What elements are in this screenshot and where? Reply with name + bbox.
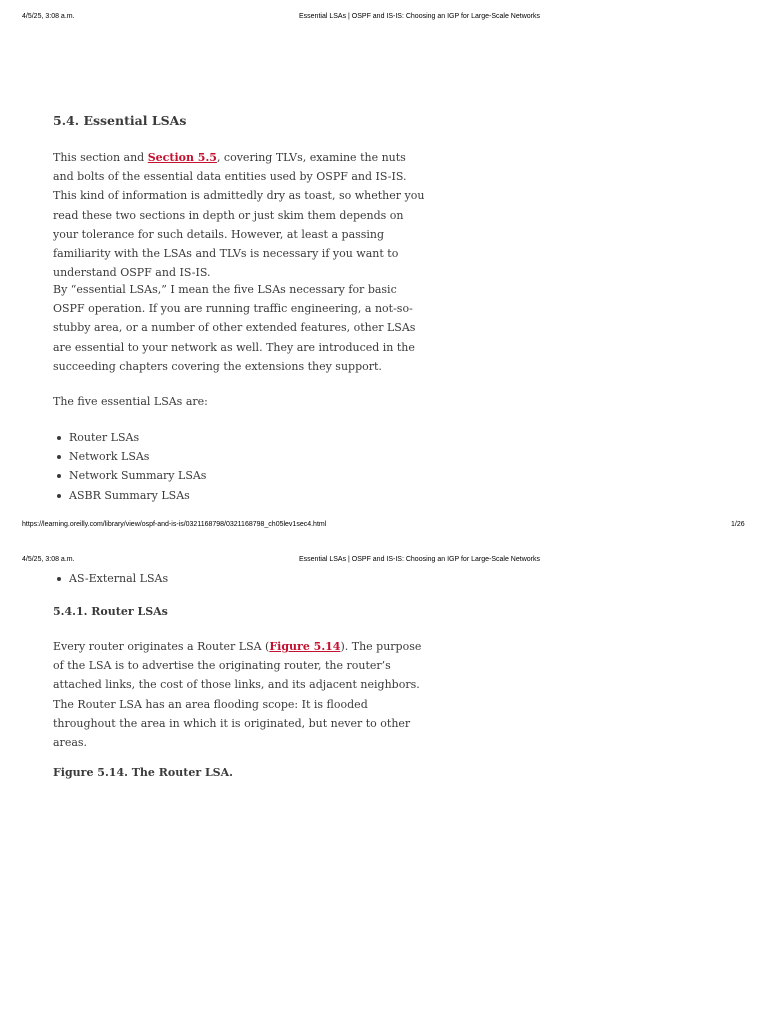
section-paragraph-2 <box>53 280 429 376</box>
print-footer-url: https://learning.oreilly.com/library/view/ospf-and-is-is/0321168798/0321168798_ch05lev1sec4.html <box>22 521 327 528</box>
list-item-label: Router LSAs <box>69 431 140 444</box>
section-paragraph-3 <box>53 392 433 411</box>
print-header-title: Essential LSAs | OSPF and IS-IS: Choosing an IGP for Large-Scale Networks <box>299 13 540 20</box>
print-header-date: 4/5/25, 3:08 a.m. <box>22 556 75 563</box>
bullet-icon <box>57 455 61 459</box>
list-item-label: Network LSAs <box>69 450 150 464</box>
figure-title: Figure 5.14. The Router LSA. <box>53 766 233 779</box>
paragraph-text: This section and <box>53 151 148 164</box>
section-paragraph-1 <box>53 148 429 282</box>
paragraph-text: , covering TLVs, examine the nuts and bolts of the essential data entities used by OSPF and IS-IS. This kind of information is admittedly dry as toast, so whether you read these two sections in depth or just skim them depends on your tolerance for such details. However, at least a passing familiarity with the LSAs and TLVs is necessary if you want to understand OSPF and IS-IS. <box>53 151 425 280</box>
subsection-heading: 5.4.1. Router LSAs <box>53 605 168 618</box>
bullet-icon <box>57 577 61 581</box>
print-page-2 <box>0 543 768 1024</box>
list-item <box>53 447 206 466</box>
figure-5-14-link[interactable]: Figure 5.14 <box>269 640 341 653</box>
print-footer-page-number: 1/26 <box>731 521 745 528</box>
paragraph-text: ). The purpose of the LSA is to advertise the originating router, the router’s attached links, the cost of those links, and its adjacent neighbors. The Router LSA has an area flooding scope: It is flooded throughout the area in which it is originated, but never to other areas. <box>53 640 422 750</box>
lsa-list <box>53 428 206 505</box>
bullet-icon <box>57 474 61 478</box>
bullet-icon <box>57 436 61 440</box>
section-5-5-link[interactable]: Section 5.5 <box>147 151 217 164</box>
paragraph-text: The five essential LSAs are: <box>53 395 208 408</box>
paragraph-text: Every router originates a Router LSA ( <box>53 640 270 653</box>
list-item <box>53 569 168 588</box>
list-item <box>53 466 206 485</box>
list-item-label: Network Summary LSAs <box>69 469 207 483</box>
bullet-icon <box>57 494 61 498</box>
list-item <box>53 428 206 447</box>
list-item-label: AS-External LSAs <box>69 572 169 585</box>
section-heading: 5.4. Essential LSAs <box>53 113 187 128</box>
paragraph-text: By “essential LSAs,” I mean the five LSAs necessary for basic OSPF operation. If you are running traffic engineering, a not-so-stubby area, or a number of other extended features, other LSAs are essential to your network as well. They are introduced in the succeeding chapters covering the extensions they support. <box>53 283 416 373</box>
subsection-paragraph <box>53 637 429 752</box>
lsa-list-continued <box>53 569 168 588</box>
list-item <box>53 486 206 505</box>
list-item-label: ASBR Summary LSAs <box>69 488 190 502</box>
print-header-date: 4/5/25, 3:08 a.m. <box>22 13 75 20</box>
print-header-title: Essential LSAs | OSPF and IS-IS: Choosing an IGP for Large-Scale Networks <box>299 556 540 563</box>
